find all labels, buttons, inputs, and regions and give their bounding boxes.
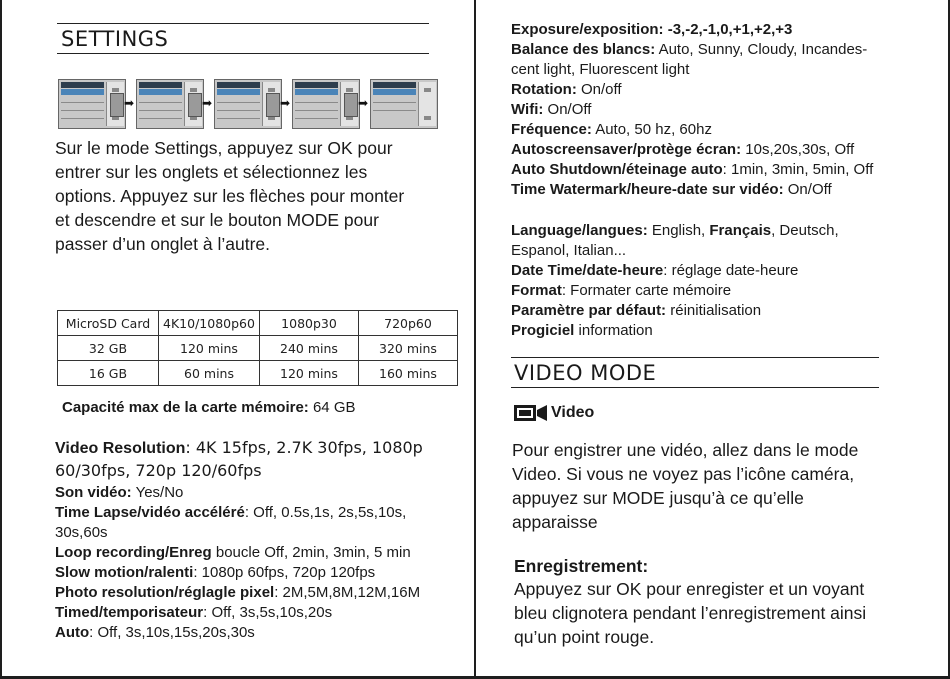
video-resolution-value: : 4K 15fps, 2.7K 30fps, 1080p [185, 438, 423, 457]
setting-line [55, 483, 183, 503]
capacity-table [57, 310, 458, 386]
arrow-right-icon: ➡ [124, 96, 135, 110]
table-cell: 32 GB [58, 336, 159, 361]
setting-line [511, 100, 591, 120]
tab-indicator [188, 93, 202, 117]
setting-line [55, 503, 406, 523]
table-header-cell: MicroSD Card [58, 311, 159, 336]
setting-value: réinitialisation [666, 302, 762, 319]
tab-indicator [344, 93, 358, 117]
setting-line [511, 80, 622, 100]
setting-label: Time Watermark/heure-date sur vidéo: [511, 181, 784, 198]
text-line: bleu clignotera pendant l’enregistrement ainsi [514, 603, 867, 623]
setting-label: Format [511, 282, 562, 299]
recording-text [514, 577, 866, 649]
text-line: qu’un point rouge. [514, 627, 655, 647]
setting-line [511, 40, 867, 60]
text-line: apparaisse [512, 512, 598, 532]
table-row [58, 336, 458, 361]
setting-line [511, 180, 832, 200]
text-line: entrer sur les onglets et sélectionnez les [55, 162, 368, 182]
setting-label: Auto Shutdown/éteinage auto [511, 161, 723, 178]
setting-value: : 1min, 3min, 5min, Off [722, 161, 874, 178]
setting-value: On/Off [543, 101, 592, 118]
setting-label: Paramètre par défaut: [511, 302, 667, 319]
video-resolution-line-2: 60/30fps, 720p 120/60fps [55, 461, 262, 480]
arrow-right-icon: ➡ [358, 96, 369, 110]
setting-value: boucle Off, 2min, 3min, 5 min [211, 544, 411, 561]
setting-label: Time Lapse/vidéo accéléré [55, 504, 245, 521]
settings-rule-bottom [57, 53, 429, 54]
capacity-label: Capacité max de la carte mémoire: [62, 399, 309, 416]
setting-value: Auto, 50 hz, 60hz [591, 121, 712, 138]
text-line: appuyez sur MODE jusqu’à ce qu’elle [512, 488, 804, 508]
setting-value: information [574, 322, 653, 339]
setting-value: On/off [576, 81, 622, 98]
recording-title: Enregistrement: [514, 556, 649, 576]
text-line: Sur le mode Settings, appuyez sur OK pour [55, 138, 393, 158]
settings-intro-text [55, 136, 404, 256]
setting-label: Date Time/date-heure [511, 262, 664, 279]
video-mode-text [512, 438, 858, 534]
setting-line [55, 523, 108, 543]
table-header-row [58, 311, 458, 336]
setting-line [55, 543, 411, 563]
setting-line [511, 281, 731, 301]
setting-value: : Off, 3s,5s,10s,20s [203, 604, 333, 621]
arrow-right-icon: ➡ [280, 96, 291, 110]
setting-label: Loop recording/Enreg [55, 544, 212, 561]
setting-label: Son vidéo: [55, 484, 132, 501]
setting-label: Slow motion/ralenti [55, 564, 194, 581]
capacity-value: 64 GB [308, 399, 356, 416]
setting-value: Yes/No [131, 484, 184, 501]
table-row [58, 361, 458, 386]
video-label [551, 403, 594, 423]
settings-title: SETTINGS [61, 27, 169, 51]
setting-value: Auto, Sunny, Cloudy, Incandes- [655, 41, 868, 58]
setting-label: Timed/temporisateur [55, 604, 204, 621]
setting-line [511, 301, 761, 321]
text-line: Appuyez sur OK pour enregister et un voyant [514, 579, 865, 599]
setting-label: Fréquence: [511, 121, 592, 138]
page-border-left [0, 0, 2, 679]
setting-line [55, 603, 332, 623]
table-cell: 120 mins [159, 336, 260, 361]
tab-indicator [110, 93, 124, 117]
table-cell: 16 GB [58, 361, 159, 386]
setting-label: Auto [55, 624, 90, 641]
arrow-right-icon: ➡ [202, 96, 213, 110]
settings-rule-top [57, 23, 429, 24]
video-label-text: Video [551, 404, 595, 421]
setting-label: Autoscreensaver/protège écran: [511, 141, 742, 158]
text-line: Pour engistrer une vidéo, allez dans le mode [512, 440, 859, 460]
setting-line [511, 20, 792, 40]
language-line [511, 221, 839, 241]
setting-label: Exposure/exposition: -3,-2,-1,0,+1,+2,+3 [511, 21, 793, 38]
language-value: English, [647, 222, 710, 239]
table-cell: 60 mins [159, 361, 260, 386]
text-line: options. Appuyez sur les flèches pour monter [55, 186, 405, 206]
setting-value: : 2M,5M,8M,12M,16M [274, 584, 421, 601]
language-label: Language/langues: [511, 222, 648, 239]
setting-value: : Off, 0.5s,1s, 2s,5s,10s, [244, 504, 407, 521]
setting-value: cent light, Fluorescent light [511, 61, 690, 78]
setting-line [511, 160, 873, 180]
setting-line [511, 261, 798, 281]
text-line: et descendre et sur le bouton MODE pour [55, 210, 379, 230]
setting-value: 10s,20s,30s, Off [741, 141, 855, 158]
tab-indicator [266, 93, 280, 117]
table-header-cell: 720p60 [359, 311, 458, 336]
setting-label: Photo resolution/réglagle pixel [55, 584, 275, 601]
setting-value: : réglage date-heure [663, 262, 799, 279]
setting-label: Balance des blancs: [511, 41, 656, 58]
menu-screenshots [58, 79, 438, 129]
setting-line [511, 120, 712, 140]
setting-value: : Off, 3s,10s,15s,20s,30s [89, 624, 255, 641]
capacity-note [62, 398, 356, 418]
table-cell: 160 mins [359, 361, 458, 386]
column-divider [474, 0, 476, 679]
setting-line [511, 140, 854, 160]
menu-screenshot [370, 79, 438, 129]
table-header-cell: 4K10/1080p60 [159, 311, 260, 336]
setting-label: Rotation: [511, 81, 577, 98]
video-mode-rule-bottom [511, 387, 879, 388]
table-cell: 240 mins [260, 336, 359, 361]
video-mode-title: VIDEO MODE [514, 361, 657, 385]
setting-line [511, 321, 653, 341]
language-value: , Deutsch, [771, 222, 839, 239]
setting-line [55, 563, 375, 583]
language-line-2: Espanol, Italian... [511, 242, 627, 259]
text-line: passer d’un onglet à l’autre. [55, 234, 270, 254]
setting-value: 30s,60s [55, 524, 108, 541]
language-value-bold: Français [709, 222, 772, 239]
video-resolution-label: Video Resolution [55, 440, 186, 457]
setting-value: On/Off [783, 181, 832, 198]
table-header-cell: 1080p30 [260, 311, 359, 336]
video-resolution-line [55, 437, 423, 460]
video-camera-icon [514, 404, 548, 422]
setting-label: Progiciel [511, 322, 575, 339]
table-cell: 120 mins [260, 361, 359, 386]
setting-line [511, 60, 689, 80]
setting-value: : 1080p 60fps, 720p 120fps [193, 564, 376, 581]
video-mode-rule-top [511, 357, 879, 358]
setting-value: : Formater carte mémoire [561, 282, 732, 299]
text-line: Video. Si vous ne voyez pas l’icône caméra, [512, 464, 855, 484]
table-cell: 320 mins [359, 336, 458, 361]
setting-label: Wifi: [511, 101, 544, 118]
setting-line [55, 583, 420, 603]
setting-line [55, 623, 255, 643]
